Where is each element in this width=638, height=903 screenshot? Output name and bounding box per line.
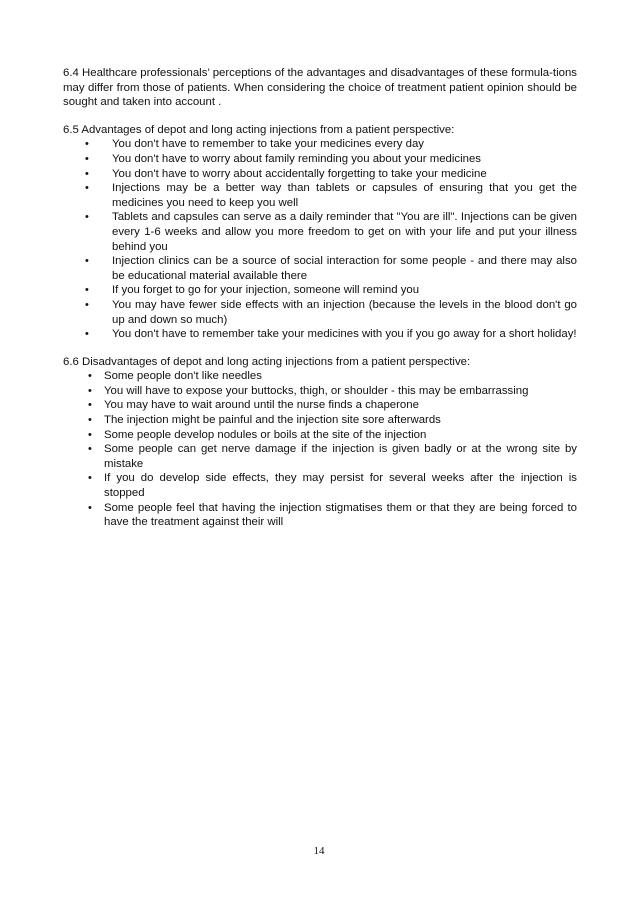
list-item: • If you forget to go for your injection, someone will remind you bbox=[63, 283, 577, 298]
list-item: • You don't have to remember to take your medicines every day bbox=[63, 137, 577, 152]
list-item: • Tablets and capsules can serve as a daily reminder that "You are ill". Injections can be given every 1-6 weeks and allow you more freedom to get on with your life and put your illness behind you bbox=[63, 210, 577, 254]
advantages-list bbox=[63, 137, 577, 341]
list-item: • You don't have to remember take your medicines with you if you go away for a short holiday! bbox=[63, 327, 577, 342]
list-item: • You may have to wait around until the nurse finds a chaperone bbox=[63, 398, 577, 413]
list-item: • Injections may be a better way than tablets or capsules of ensuring that you get the medicines you need to keep you well bbox=[63, 181, 577, 210]
list-item: • You may have fewer side effects with an injection (because the levels in the blood don't go up and down so much) bbox=[63, 298, 577, 327]
list-item: • You don't have to worry about accidentally forgetting to take your medicine bbox=[63, 167, 577, 182]
list-item: • Some people can get nerve damage if the injection is given badly or at the wrong site by mistake bbox=[63, 442, 577, 471]
list-item: • Some people develop nodules or boils at the site of the injection bbox=[63, 428, 577, 443]
spacer bbox=[63, 110, 577, 123]
list-item: • Some people feel that having the injection stigmatises them or that they are being forced to have the treatment against their will bbox=[63, 501, 577, 530]
list-item: • Injection clinics can be a source of social interaction for some people - and there may also be educational material available there bbox=[63, 254, 577, 283]
section-6-5-heading: 6.5 Advantages of depot and long acting injections from a patient perspective: bbox=[63, 123, 455, 136]
list-item: • Some people don't like needles bbox=[63, 369, 577, 384]
section-6-6-heading: 6.6 Disadvantages of depot and long acting injections from a patient perspective: bbox=[63, 355, 471, 368]
section-6-4-paragraph: 6.4 Healthcare professionals’ perceptions of the advantages and disadvantages of these formula-tions may differ from those of patients. When considering the choice of treatment patient opinion should be sought and taken into account . bbox=[63, 67, 577, 109]
document-page bbox=[63, 66, 577, 530]
list-item: • The injection might be painful and the injection site sore afterwards bbox=[63, 413, 577, 428]
list-item: • If you do develop side effects, they may persist for several weeks after the injection is stopped bbox=[63, 471, 577, 500]
disadvantages-list bbox=[63, 369, 577, 530]
list-item: • You don't have to worry about family reminding you about your medicines bbox=[63, 152, 577, 167]
spacer bbox=[63, 342, 577, 355]
list-item: • You will have to expose your buttocks, thigh, or shoulder - this may be embarrassing bbox=[63, 384, 577, 399]
page-number: 14 bbox=[313, 845, 325, 857]
